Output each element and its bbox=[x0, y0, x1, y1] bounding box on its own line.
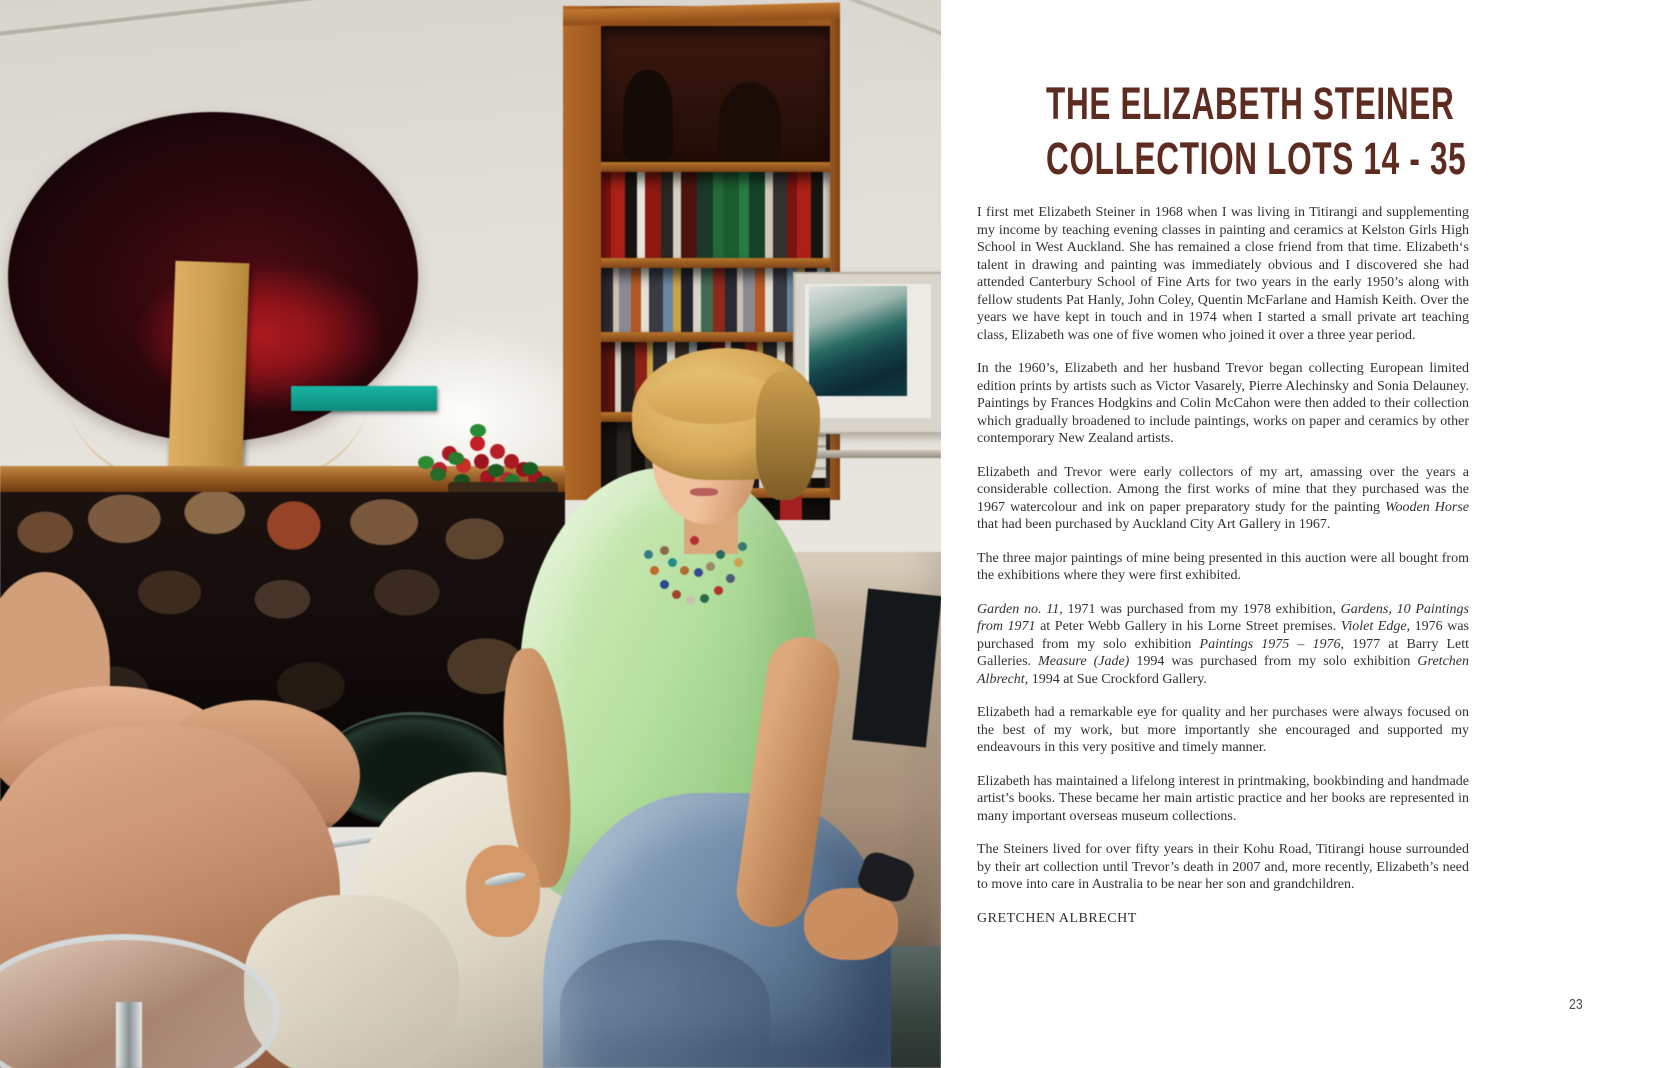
essay-text bbox=[977, 204, 1469, 943]
dark-speaker bbox=[852, 589, 941, 748]
page-title bbox=[971, 76, 1471, 186]
bookshelf-row-books-1 bbox=[601, 172, 830, 258]
picture-image bbox=[809, 286, 907, 396]
beaded-necklace bbox=[690, 536, 699, 545]
dark-bottle bbox=[623, 70, 673, 160]
essay-paragraph: The Steiners lived for over fifty years in their Kohu Road, Titirangi house surrounded by their art collection until Trevor’s death in 2007 and, more recently, Elizabeth’s need to move into care in Australia to be near her son and grandchildren. bbox=[977, 842, 1469, 892]
bookshelf-compartment-bottles bbox=[601, 26, 830, 162]
woman-hair-side bbox=[756, 372, 818, 500]
essay-page bbox=[941, 0, 1680, 1068]
ceiling-line-left bbox=[0, 0, 409, 39]
essay-paragraph: The three major paintings of mine being presented in this auction were all bought from the exhibitions where they were first exhibited. bbox=[977, 550, 1469, 583]
cream-cushion bbox=[244, 895, 459, 1068]
page-number: 23 bbox=[1569, 996, 1583, 1013]
essay-paragraph: Garden no. 11, 1971 was purchased from my 1978 exhibition, Gardens, 10 Paintings from 1971 at Peter Webb Gallery in his Lorne Street premises. Violet Edge, 1976 was purchased from my solo exhibition Paintings 1975 – 1976, 1977 at Barry Lett Galleries. Measure (Jade) 1994 was purchased from my solo exhibition Gretchen Albrecht, 1994 at Sue Crockford Gallery. bbox=[977, 601, 1470, 687]
shelf-board bbox=[601, 162, 830, 172]
oval-artwork-teal-bar bbox=[291, 386, 437, 411]
woman-right-hand bbox=[466, 845, 540, 937]
essay-paragraph: I first met Elizabeth Steiner in 1968 when I was living in Titirangi and supplementing my income by teaching evening classes in painting and ceramics at Kelston Girls High School in West Auckland. She has remained a close friend from that time. Elizabeth‘s talent in drawing and painting was immediately obvious and I discovered she had attended Canterbury School of Fine Arts for two years in the early 1950’s along with fellow students Pat Hanly, John Coley, Quentin McFarlane and Hamish Keith. Over the years we have kept in touch and in 1974 when I started a small private art teaching class, Elizabeth was one of five women who joined it over a three year period. bbox=[977, 205, 1469, 343]
geranium-flowers bbox=[470, 436, 485, 451]
dark-vase bbox=[719, 82, 781, 160]
glass-table-post bbox=[116, 1002, 142, 1068]
page-title-line-1: THE ELIZABETH STEINER bbox=[1046, 78, 1455, 129]
bookshelf-top-board bbox=[563, 2, 840, 25]
jeans-shadow bbox=[560, 940, 770, 1068]
shelf-board bbox=[601, 258, 830, 268]
author-signature: GRETCHEN ALBRECHT bbox=[977, 910, 1137, 926]
essay-paragraph: Elizabeth had a remarkable eye for quality and her purchases were always focused on the best of my work, but more importantly she encouraged and supported my endeavours in this very positive and timely manner. bbox=[977, 705, 1469, 755]
woman-lips bbox=[690, 488, 718, 496]
essay-paragraph: In the 1960’s, Elizabeth and her husband Trevor began collecting European limited edition prints by artists such as Victor Vasarely, Pierre Alechinsky and Sonia Delauney. Paintings by Frances Hodgkins and Colin McCahon were then added to their collection which gradually broadened to include paintings, works on paper and ceramics by other contemporary New Zealand artists. bbox=[977, 361, 1469, 446]
ceiling-line-right bbox=[830, 0, 941, 43]
essay-paragraph: Elizabeth has maintained a lifelong interest in printmaking, bookbinding and handmade artist’s books. These became her main artistic practice and her books are represented in many important overseas museum collections. bbox=[977, 773, 1469, 824]
page-title-line-2: COLLECTION LOTS 14 - 35 bbox=[1046, 133, 1467, 184]
geranium-leaves bbox=[448, 452, 464, 465]
essay-paragraph: Elizabeth and Trevor were early collectors of my art, amassing over the years a considerable collection. Among the first works of mine that they purchased was the 1967 watercolour and ink on paper preparatory study for the painting Wooden Horse that had been purchased by Auckland City Art Gallery in 1967. bbox=[977, 464, 1470, 532]
oval-artwork bbox=[8, 112, 418, 442]
